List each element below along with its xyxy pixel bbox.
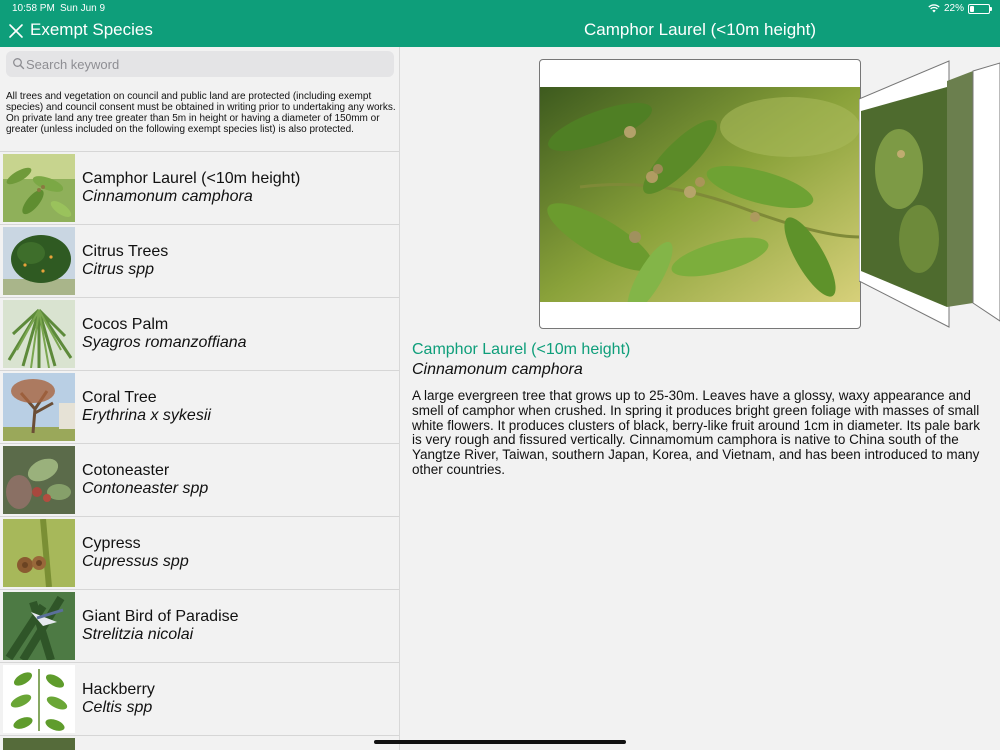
detail-common-name: Camphor Laurel (<10m height) bbox=[412, 341, 631, 358]
species-common-name: Cocos Palm bbox=[82, 316, 169, 333]
species-thumbnail bbox=[3, 300, 75, 368]
species-thumbnail bbox=[3, 227, 75, 295]
species-latin-name: Cinnamonum camphora bbox=[82, 188, 253, 205]
detail-pane bbox=[401, 47, 1000, 750]
species-item-coral-tree[interactable] bbox=[0, 370, 400, 443]
species-common-name: Hackberry bbox=[82, 681, 155, 698]
species-latin-name: Citrus spp bbox=[82, 261, 155, 278]
species-thumbnail bbox=[3, 154, 75, 222]
species-item-cocos-palm[interactable] bbox=[0, 297, 400, 370]
page-title: Exempt Species bbox=[30, 20, 153, 39]
species-latin-name: Contoneaster spp bbox=[82, 480, 209, 497]
gallery-next-photos[interactable] bbox=[859, 59, 1000, 339]
detail-latin-name: Cinnamonum camphora bbox=[412, 361, 583, 378]
species-latin-name: Cupressus spp bbox=[82, 553, 189, 570]
species-common-name: Cypress bbox=[82, 535, 141, 552]
home-indicator[interactable] bbox=[374, 740, 626, 744]
species-common-name: Cotoneaster bbox=[82, 462, 170, 479]
battery-percent: 22% bbox=[943, 3, 964, 14]
wifi-icon bbox=[928, 4, 940, 13]
species-common-name: Citrus Trees bbox=[82, 243, 169, 260]
species-thumbnail bbox=[3, 373, 75, 441]
species-thumbnail bbox=[3, 592, 75, 660]
close-icon[interactable] bbox=[8, 23, 24, 39]
species-item-partial[interactable] bbox=[0, 735, 400, 750]
search-bar bbox=[6, 51, 394, 77]
status-date: Sun Jun 9 bbox=[60, 3, 106, 14]
species-pane bbox=[0, 47, 400, 750]
status-right bbox=[928, 3, 990, 14]
species-item-giant-bird-of-paradise[interactable] bbox=[0, 589, 400, 662]
species-latin-name: Strelitzia nicolai bbox=[82, 626, 194, 643]
species-list bbox=[0, 151, 400, 750]
top-bar bbox=[0, 0, 1000, 47]
search-icon bbox=[12, 57, 26, 71]
species-common-name: Coral Tree bbox=[82, 389, 157, 406]
species-item-camphor-laurel[interactable] bbox=[0, 151, 400, 224]
species-item-cotoneaster[interactable] bbox=[0, 443, 400, 516]
species-item-citrus-trees[interactable] bbox=[0, 224, 400, 297]
species-thumbnail bbox=[3, 738, 75, 750]
species-item-hackberry[interactable] bbox=[0, 662, 400, 735]
battery-icon bbox=[968, 4, 990, 14]
species-latin-name: Erythrina x sykesii bbox=[82, 407, 211, 424]
battery-fill bbox=[970, 6, 974, 12]
species-common-name: Camphor Laurel (<10m height) bbox=[82, 170, 301, 187]
detail-description: A large evergreen tree that grows up to 25-30m. Leaves have a glossy, waxy appearance and smell of camphor when crushed. In spring it produces bright green foliage with masses of small white flowers. It produces clusters of black, berry-like fruit around 1cm in diameter. Its pale bark is very rough and fissured vertically. Cinnamomum camphora is native to China south of the Yangtze River, Taiwan, southern Japan, Korea, and Vietnam, and has been introduced to many other countries. bbox=[412, 388, 980, 477]
status-time: 10:58 PM bbox=[12, 3, 55, 14]
species-latin-name: Syagros romanzoffiana bbox=[82, 334, 247, 351]
search-input[interactable] bbox=[26, 51, 386, 77]
species-common-name: Giant Bird of Paradise bbox=[82, 608, 239, 625]
species-latin-name: Celtis spp bbox=[82, 699, 153, 716]
species-photo[interactable] bbox=[539, 59, 861, 329]
species-thumbnail bbox=[3, 665, 75, 733]
species-thumbnail bbox=[3, 446, 75, 514]
detail-header-title: Camphor Laurel (<10m height) bbox=[584, 20, 816, 39]
species-thumbnail bbox=[3, 519, 75, 587]
intro-text: All trees and vegetation on council and public land are protected (including exempt species) and council consent must be obtained in writing prior to undertaking any works. On private land any tree greater than 5m in height or having a diameter of 150mm or greater (unless included on the following exempt species list) is also protected. bbox=[6, 91, 396, 135]
species-item-cypress[interactable] bbox=[0, 516, 400, 589]
